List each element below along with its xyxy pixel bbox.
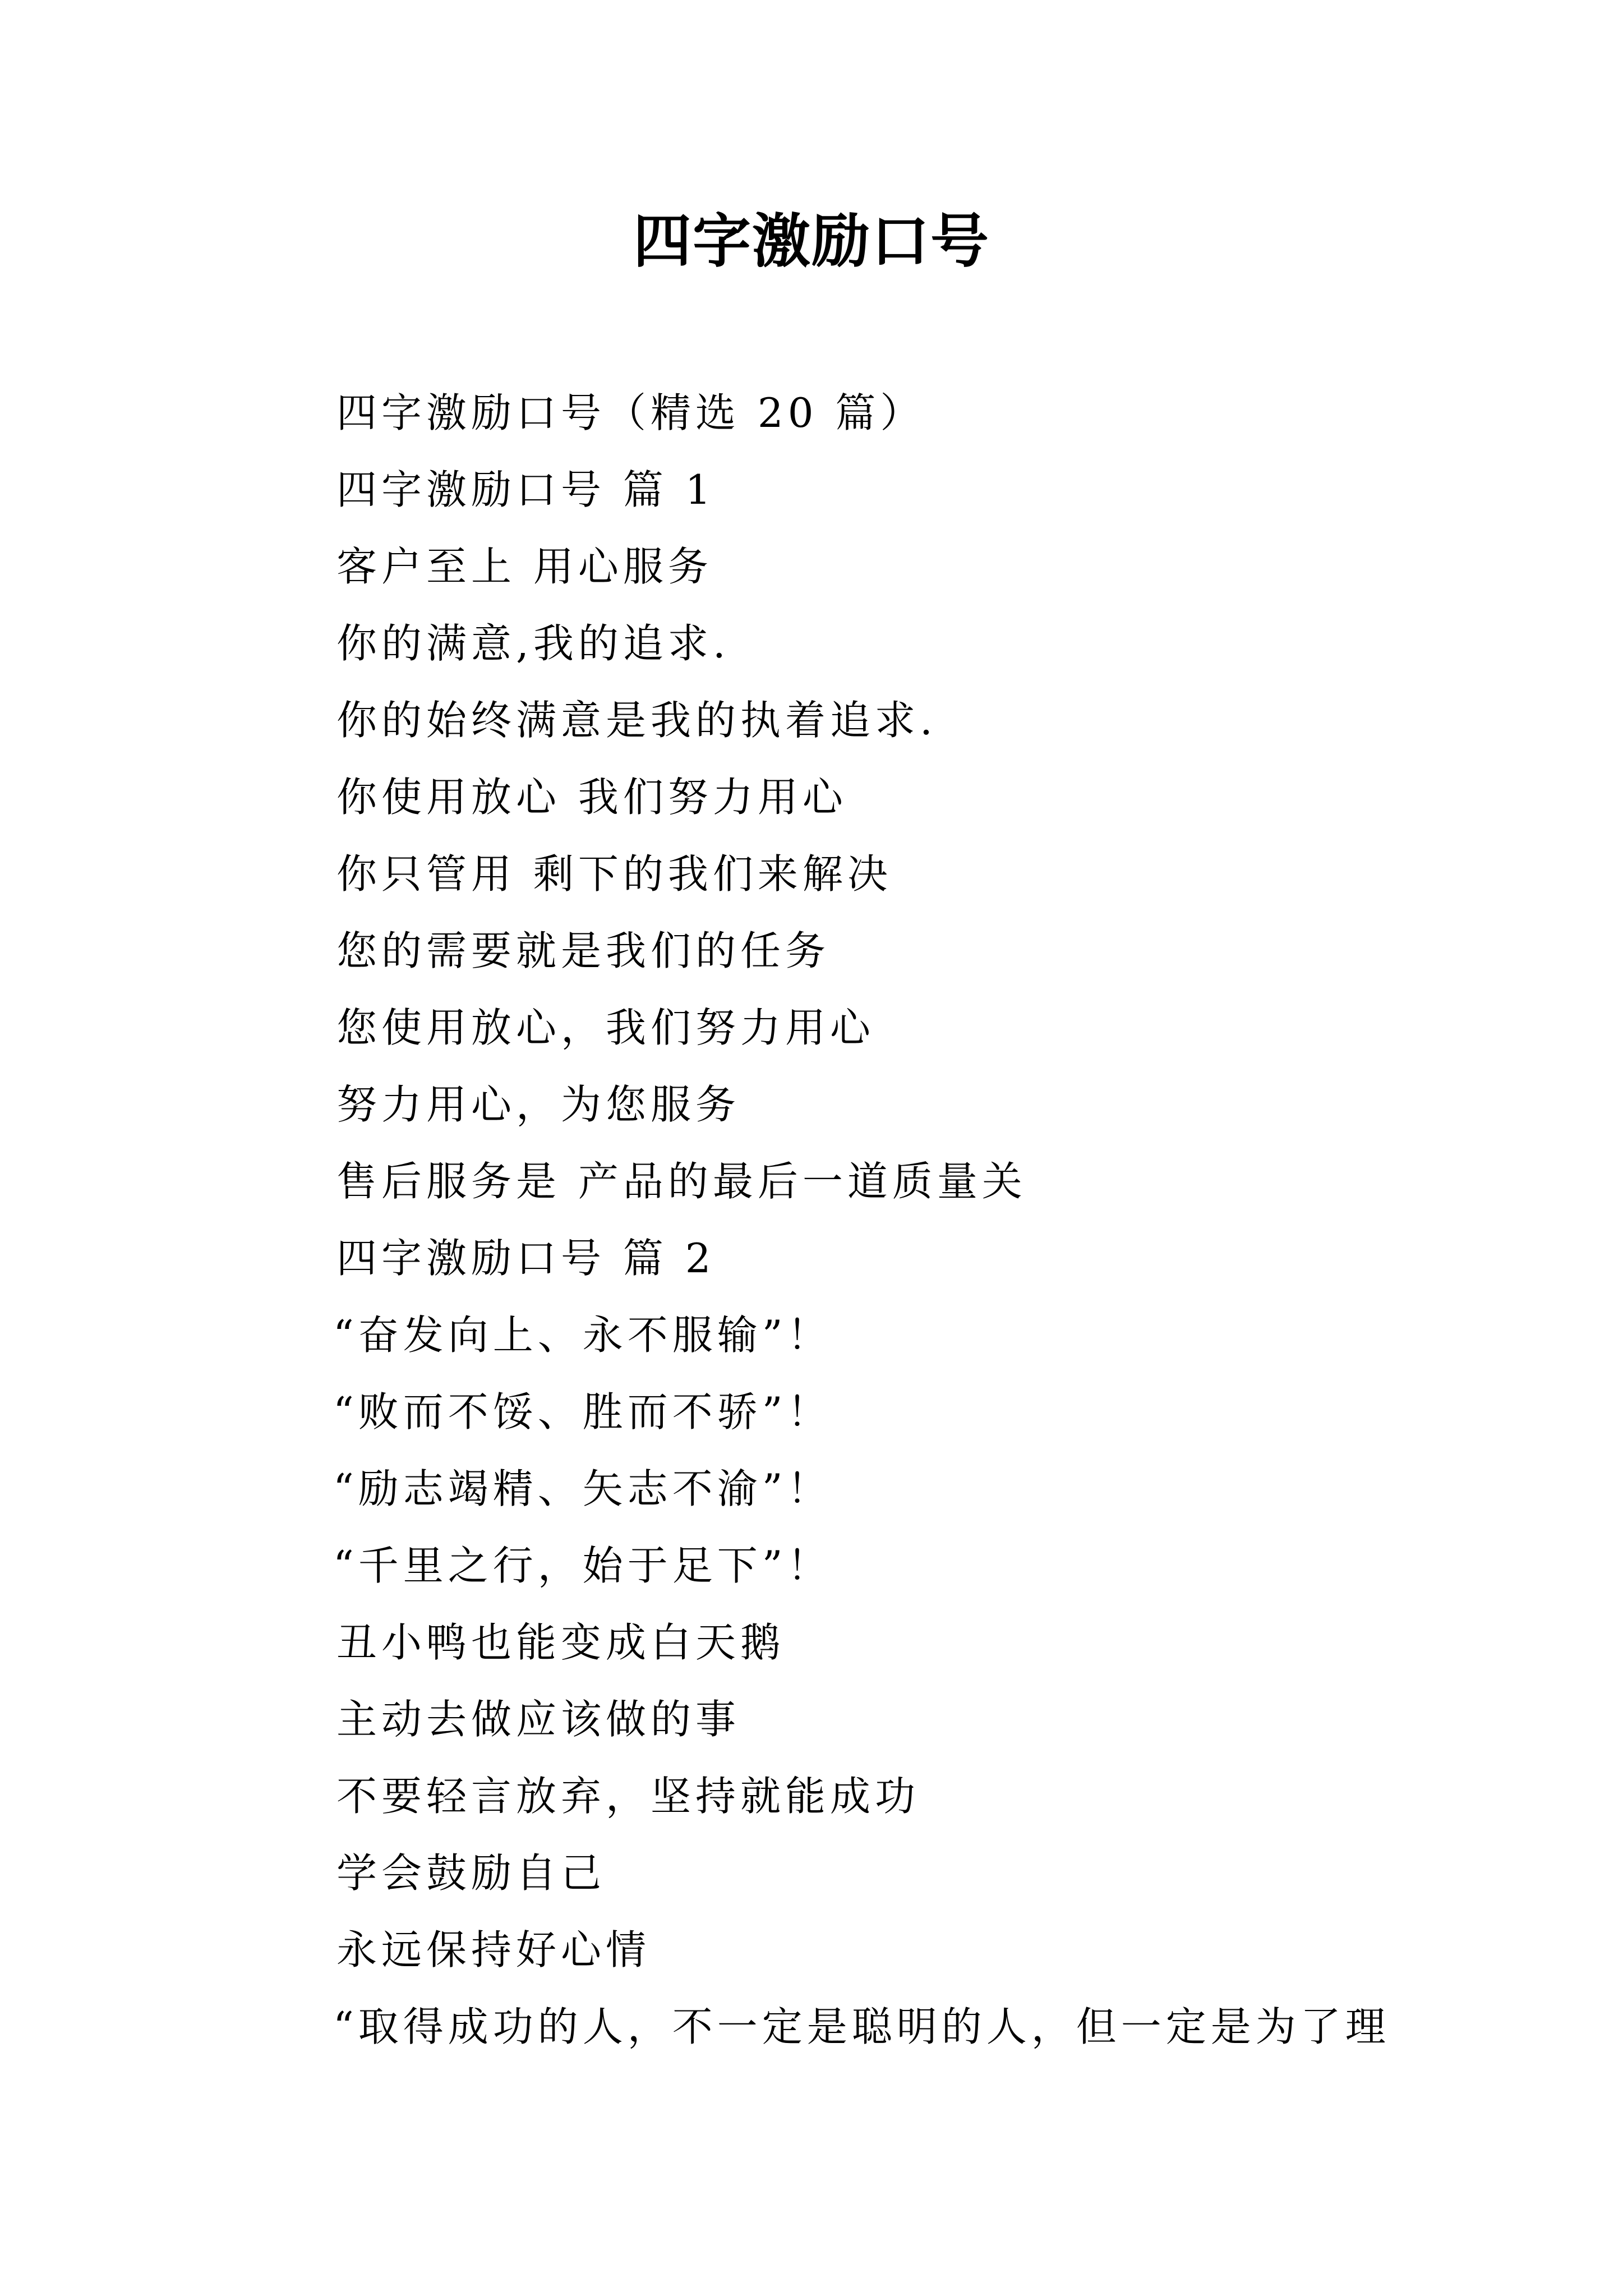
- text-line: 四字激励口号 篇 1: [336, 466, 716, 513]
- text-line: “励志竭精、矢志不渝”！: [333, 1465, 832, 1512]
- text-line: 您使用放心，我们努力用心: [336, 1004, 875, 1051]
- document-title: 四字激励口号: [633, 206, 990, 275]
- text-line: 售后服务是 产品的最后一道质量关: [336, 1158, 1027, 1205]
- text-line: “千里之行，始于足下”！: [333, 1542, 832, 1589]
- text-line: “取得成功的人，不一定是聪明的人，但一定是为了理: [333, 2003, 1390, 2050]
- text-line: 学会鼓励自己: [336, 1849, 606, 1897]
- text-line: 努力用心，为您服务: [336, 1081, 741, 1128]
- text-line: 丑小鸭也能变成白天鹅: [336, 1619, 786, 1666]
- text-line: 不要轻言放弃，坚持就能成功: [336, 1773, 920, 1820]
- document-body: [333, 375, 1514, 2065]
- text-line: 您的需要就是我们的任务: [336, 927, 831, 974]
- text-line: 主动去做应该做的事: [336, 1696, 741, 1743]
- text-line: 客户至上 用心服务: [336, 543, 713, 590]
- text-line: 你使用放心 我们努力用心: [336, 774, 847, 821]
- text-line: 你的满意,我的追求.: [336, 620, 730, 667]
- text-line: “奋发向上、永不服输”！: [333, 1312, 832, 1359]
- text-line: 四字激励口号 篇 2: [336, 1235, 716, 1282]
- text-line: 四字激励口号（精选 20 篇）: [336, 389, 925, 436]
- text-line: 你的始终满意是我的执着追求.: [336, 697, 937, 744]
- text-line: 永远保持好心情: [336, 1926, 651, 1973]
- text-line: 你只管用 剩下的我们来解决: [336, 850, 892, 898]
- text-line: “败而不馁、胜而不骄”！: [333, 1388, 832, 1435]
